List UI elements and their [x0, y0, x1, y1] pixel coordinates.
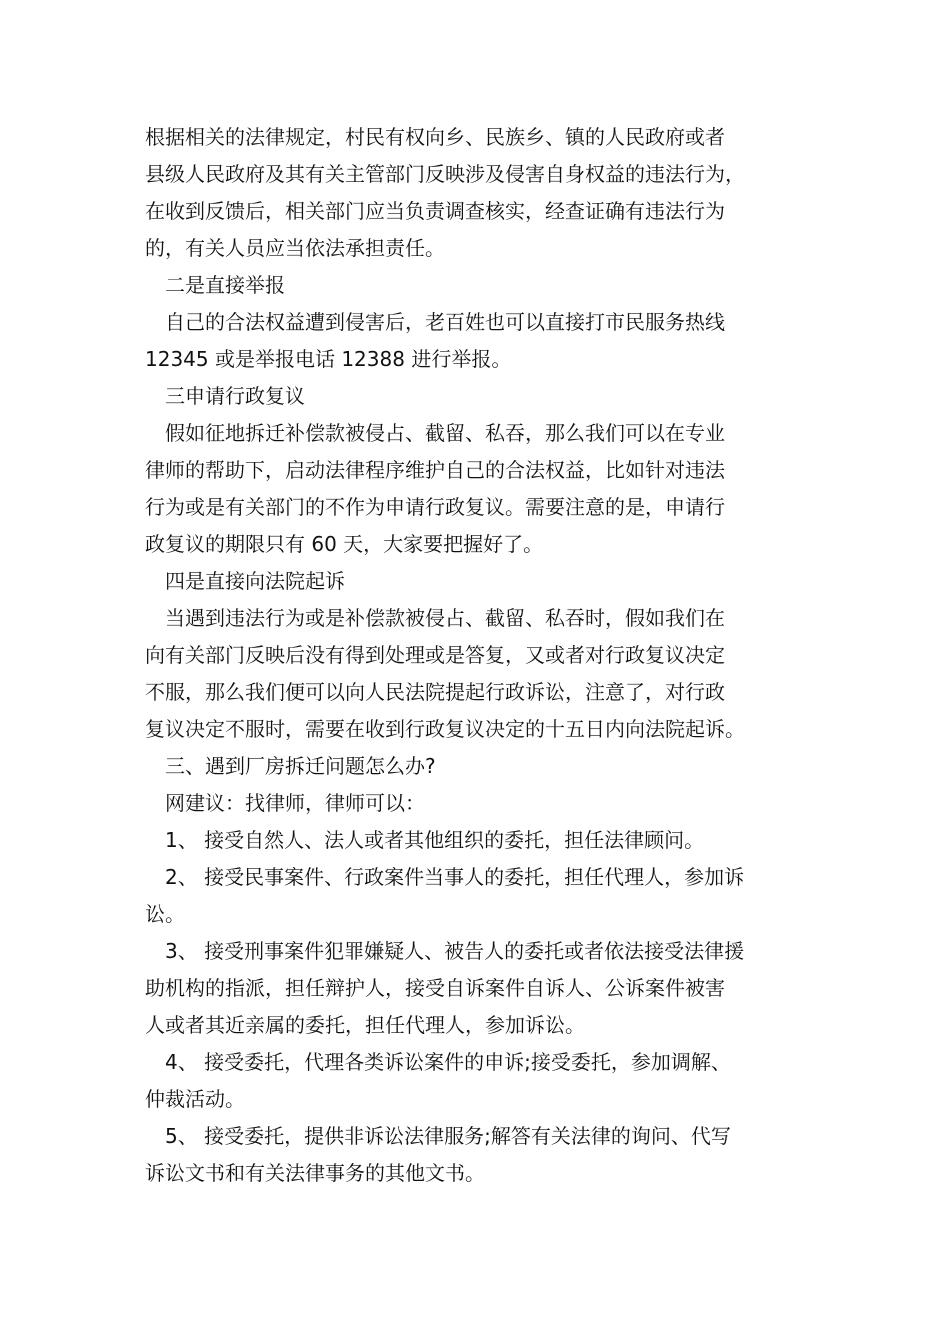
paragraph-line: 网建议：找律师，律师可以： — [145, 791, 425, 815]
list-item-continuation: 仲裁活动。 — [145, 1087, 245, 1111]
paragraph-line: 律师的帮助下，启动法律程序维护自己的合法权益，比如针对违法 — [145, 458, 725, 482]
paragraph-line: 在收到反馈后，相关部门应当负责调查核实，经查证确有违法行为 — [145, 199, 725, 223]
paragraph-line: 向有关部门反映后没有得到处理或是答复，又或者对行政复议决定 — [145, 643, 725, 667]
list-item: 5、 接受委托，提供非诉讼法律服务;解答有关法律的询问、代写 — [145, 1124, 731, 1148]
paragraph-line: 当遇到违法行为或是补偿款被侵占、截留、私吞时，假如我们在 — [145, 606, 725, 630]
list-item: 4、 接受委托，代理各类诉讼案件的申诉;接受委托，参加调解、 — [145, 1050, 731, 1074]
section-heading: 三申请行政复议 — [145, 384, 305, 408]
paragraph-line: 县级人民政府及其有关主管部门反映涉及侵害自身权益的违法行为， — [145, 162, 745, 186]
section-heading: 二是直接举报 — [145, 273, 285, 297]
paragraph-line: 假如征地拆迁补偿款被侵占、截留、私吞，那么我们可以在专业 — [145, 421, 725, 445]
paragraph-line: 根据相关的法律规定，村民有权向乡、民族乡、镇的人民政府或者 — [145, 125, 725, 149]
section-heading: 四是直接向法院起诉 — [145, 569, 345, 593]
list-item-continuation: 助机构的指派，担任辩护人，接受自诉案件自诉人、公诉案件被害 — [145, 976, 725, 1000]
paragraph-line: 政复议的期限只有 60 天，大家要把握好了。 — [145, 532, 544, 556]
section-heading: 三、遇到厂房拆迁问题怎么办? — [145, 754, 436, 778]
paragraph-line: 的，有关人员应当依法承担责任。 — [145, 236, 445, 260]
paragraph-line: 自己的合法权益遭到侵害后，老百姓也可以直接打市民服务热线 — [145, 310, 725, 334]
paragraph-line: 12345 或是举报电话 12388 进行举报。 — [145, 347, 512, 371]
list-item: 3、 接受刑事案件犯罪嫌疑人、被告人的委托或者依法接受法律援 — [145, 939, 745, 963]
document-body — [145, 119, 825, 1192]
paragraph-line: 复议决定不服时，需要在收到行政复议决定的十五日内向法院起诉。 — [145, 717, 745, 741]
list-item: 2、 接受民事案件、行政案件当事人的委托，担任代理人，参加诉 — [145, 865, 745, 889]
list-item-continuation: 诉讼文书和有关法律事务的其他文书。 — [145, 1161, 485, 1185]
paragraph-line: 行为或是有关部门的不作为申请行政复议。需要注意的是，申请行 — [145, 495, 725, 519]
list-item: 1、 接受自然人、法人或者其他组织的委托，担任法律顾问。 — [145, 828, 705, 852]
paragraph-line: 不服，那么我们便可以向人民法院提起行政诉讼，注意了，对行政 — [145, 680, 725, 704]
list-item-continuation: 人或者其近亲属的委托，担任代理人，参加诉讼。 — [145, 1013, 585, 1037]
list-item-continuation: 讼。 — [145, 902, 185, 926]
